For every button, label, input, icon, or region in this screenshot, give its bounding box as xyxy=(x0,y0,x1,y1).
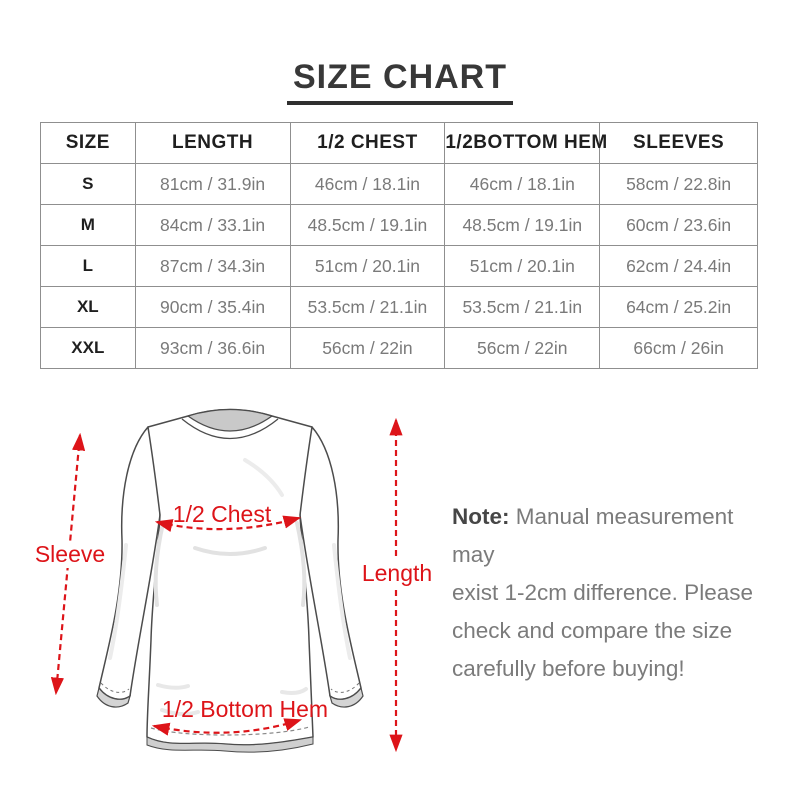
column-header-half-chest: 1/2 CHEST xyxy=(290,123,445,164)
size-table xyxy=(40,122,758,369)
note-text: Note: Manual measurement may exist 1-2cm difference. Please check and compare the size carefully before buying! xyxy=(452,504,753,681)
length-value: 90cm / 35.4in xyxy=(135,287,290,328)
length-value: 87cm / 34.3in xyxy=(135,246,290,287)
page-title-wrap xyxy=(0,58,800,105)
table-row xyxy=(41,246,758,287)
half-chest-value: 46cm / 18.1in xyxy=(290,164,445,205)
half-bottom-hem-value: 51cm / 20.1in xyxy=(445,246,600,287)
page-title: SIZE CHART xyxy=(287,58,513,105)
table-row xyxy=(41,205,758,246)
garment-diagram xyxy=(20,390,440,785)
column-header-half-bottom-hem: 1/2BOTTOM HEM xyxy=(445,123,600,164)
table-header-row xyxy=(41,123,758,164)
size-value: XL xyxy=(41,287,136,328)
sleeves-value: 66cm / 26in xyxy=(600,328,758,369)
length-value: 81cm / 31.9in xyxy=(135,164,290,205)
size-value: XXL xyxy=(41,328,136,369)
column-header-sleeves: SLEEVES xyxy=(600,123,758,164)
table-row xyxy=(41,287,758,328)
half-bottom-hem-value: 48.5cm / 19.1in xyxy=(445,205,600,246)
size-value: L xyxy=(41,246,136,287)
half-chest-value: 48.5cm / 19.1in xyxy=(290,205,445,246)
length-value: 84cm / 33.1in xyxy=(135,205,290,246)
table-row xyxy=(41,328,758,369)
half-bottom-hem-label: 1/2 Bottom Hem xyxy=(161,696,329,722)
sleeves-value: 60cm / 23.6in xyxy=(600,205,758,246)
half-chest-value: 51cm / 20.1in xyxy=(290,246,445,287)
length-label: Length xyxy=(359,560,435,587)
half-chest-value: 56cm / 22in xyxy=(290,328,445,369)
size-value: S xyxy=(41,164,136,205)
table-row xyxy=(41,164,758,205)
half-chest-value: 53.5cm / 21.1in xyxy=(290,287,445,328)
sleeve-label: Sleeve xyxy=(32,541,108,568)
note-label: Note: xyxy=(452,504,510,529)
size-value: M xyxy=(41,205,136,246)
half-bottom-hem-value: 56cm / 22in xyxy=(445,328,600,369)
column-header-size: SIZE xyxy=(41,123,136,164)
column-header-length: LENGTH xyxy=(135,123,290,164)
length-value: 93cm / 36.6in xyxy=(135,328,290,369)
half-bottom-hem-value: 46cm / 18.1in xyxy=(445,164,600,205)
sleeves-value: 64cm / 25.2in xyxy=(600,287,758,328)
half-bottom-hem-value: 53.5cm / 21.1in xyxy=(445,287,600,328)
sleeves-value: 58cm / 22.8in xyxy=(600,164,758,205)
sleeves-value: 62cm / 24.4in xyxy=(600,246,758,287)
half-chest-label: 1/2 Chest xyxy=(172,501,272,527)
